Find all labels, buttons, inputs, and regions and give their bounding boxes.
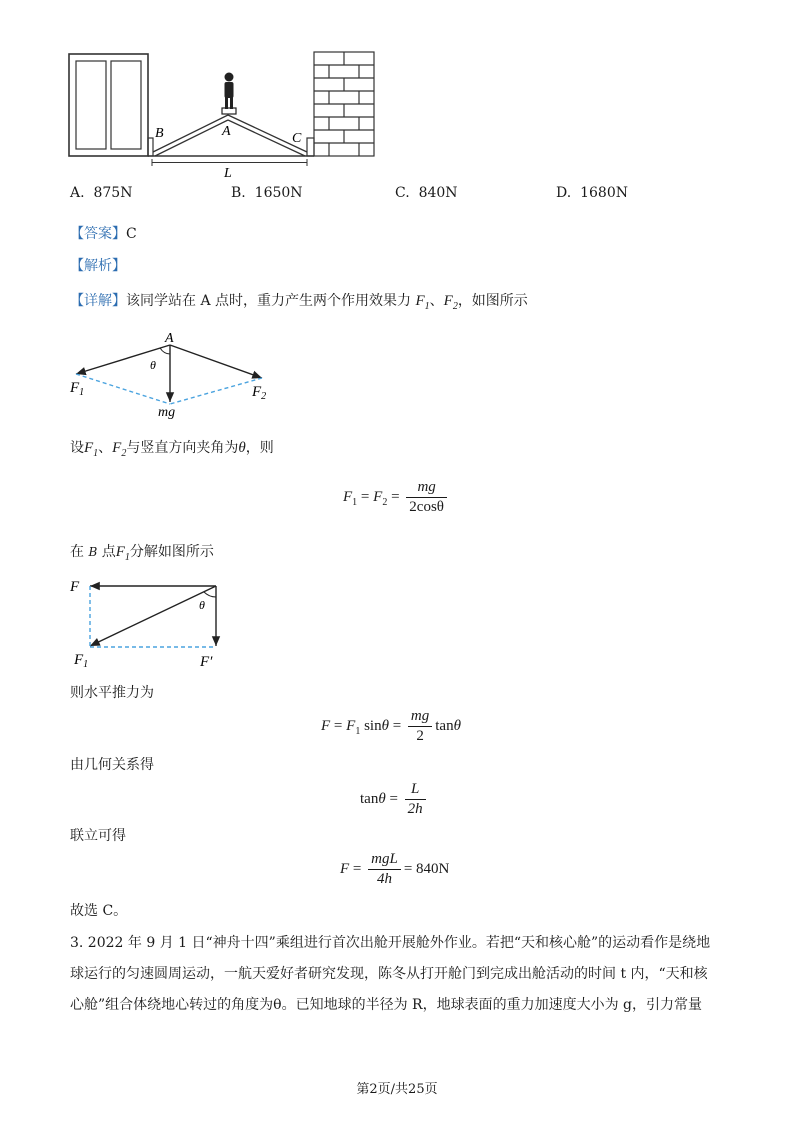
detail-line: 【详解】该同学站在 A 点时，重力产生两个作用效果力 $F_1$、$F_2$，如图所示 <box>70 293 528 312</box>
label-a: A <box>222 124 231 139</box>
cabinet-panel-right <box>111 61 141 149</box>
push-line: 则水平推力为 <box>70 685 154 701</box>
equation-1: $F_1 = F_2$ = $\frac{mg}{2\cos\theta}$ <box>343 479 450 516</box>
brick-wall <box>314 52 374 156</box>
person-icon <box>222 73 236 115</box>
option-letter: C. <box>395 185 410 201</box>
cabinet-panel-left <box>76 61 106 149</box>
ladder-figure <box>66 48 378 180</box>
option-value: 840N <box>418 185 458 201</box>
option-a[interactable] <box>70 184 132 202</box>
page-footer: 第2页/共25页 <box>356 1082 438 1097</box>
equation-4: F = $\frac{\text{mgL}}{4h}$ = 840N <box>340 851 450 887</box>
analysis-line <box>70 257 126 275</box>
answer-line <box>70 225 137 243</box>
theta-line: 设$F_1$、$F_2$与竖直方向夹角为θ，则 <box>70 440 274 459</box>
answer-value: C <box>126 226 137 242</box>
force-diagram-b <box>66 574 231 674</box>
option-letter: D. <box>556 185 572 201</box>
option-b[interactable] <box>231 184 303 202</box>
option-value: 1680N <box>580 185 628 201</box>
f2-symbol: $F_2$ <box>443 293 458 312</box>
detail-tag: 【详解】 <box>70 293 126 309</box>
dashed-f1-mg <box>76 374 170 404</box>
question3-line3: 心舱”组合体绕地心转过的角度为θ。已知地球的半径为 R，地球表面的重力加速度大小为 g，引力常量 <box>70 997 702 1013</box>
geometry-line: 由几何关系得 <box>70 757 154 773</box>
detail-text: 该同学站在 A 点时，重力产生两个作用效果力 <box>126 293 412 309</box>
label-theta: θ <box>150 358 156 372</box>
cabinet-left <box>69 54 148 156</box>
label-mg: mg <box>158 405 176 420</box>
label-fprime: F′ <box>200 654 213 670</box>
f1-symbol: $F_1$ <box>415 293 430 312</box>
label-f1: $F_1$ <box>70 380 85 398</box>
label-a2: A <box>165 331 174 346</box>
dimension-l <box>152 159 307 166</box>
label-theta-b: θ <box>199 598 205 612</box>
equation-3: tanθ = $\frac{L}{2h}$ <box>360 781 429 818</box>
vector-f2 <box>170 345 262 378</box>
label-f1-b: $F_1$ <box>74 652 89 670</box>
vector-f1-b <box>90 586 216 646</box>
option-letter: B. <box>231 185 246 201</box>
dashed-f2-mg <box>170 378 262 404</box>
option-d[interactable] <box>556 184 628 202</box>
block-c <box>307 138 314 156</box>
point-b-line: 在 B 点$F_1$分解如图所示 <box>70 544 214 563</box>
detail-text-after: ，如图所示 <box>457 293 528 309</box>
angle-arc-b <box>204 592 216 597</box>
label-c: C <box>292 131 302 146</box>
label-l: L <box>224 166 232 180</box>
question3-line1: 3. 2022 年 9 月 1 日“神舟十四”乘组进行首次出舱开展舱外作业。若把“天和核心舱”的运动看作是绕地 <box>70 935 711 951</box>
option-letter: A. <box>70 185 85 201</box>
equation-2: $F = F_1$ sinθ = $\frac{mg}{2}$ tanθ <box>321 708 461 744</box>
option-value: 875N <box>93 185 133 201</box>
question3-line2: 球运行的匀速圆周运动，一航天爱好者研究发现，陈冬从打开舱门到完成出舱活动的时间 t 内，“天和核 <box>70 966 708 982</box>
label-b: B <box>155 126 164 141</box>
answer-tag: 【答案】 <box>70 226 126 242</box>
analysis-tag: 【解析】 <box>70 258 126 274</box>
choose-line: 故选 C。 <box>70 903 128 919</box>
option-value: 1650N <box>254 185 303 201</box>
force-diagram-a <box>64 330 284 420</box>
label-f2: $F_2$ <box>252 384 267 402</box>
label-f: F <box>70 579 80 595</box>
angle-arc <box>160 348 170 354</box>
combine-line: 联立可得 <box>70 828 126 844</box>
option-c[interactable] <box>395 184 458 202</box>
